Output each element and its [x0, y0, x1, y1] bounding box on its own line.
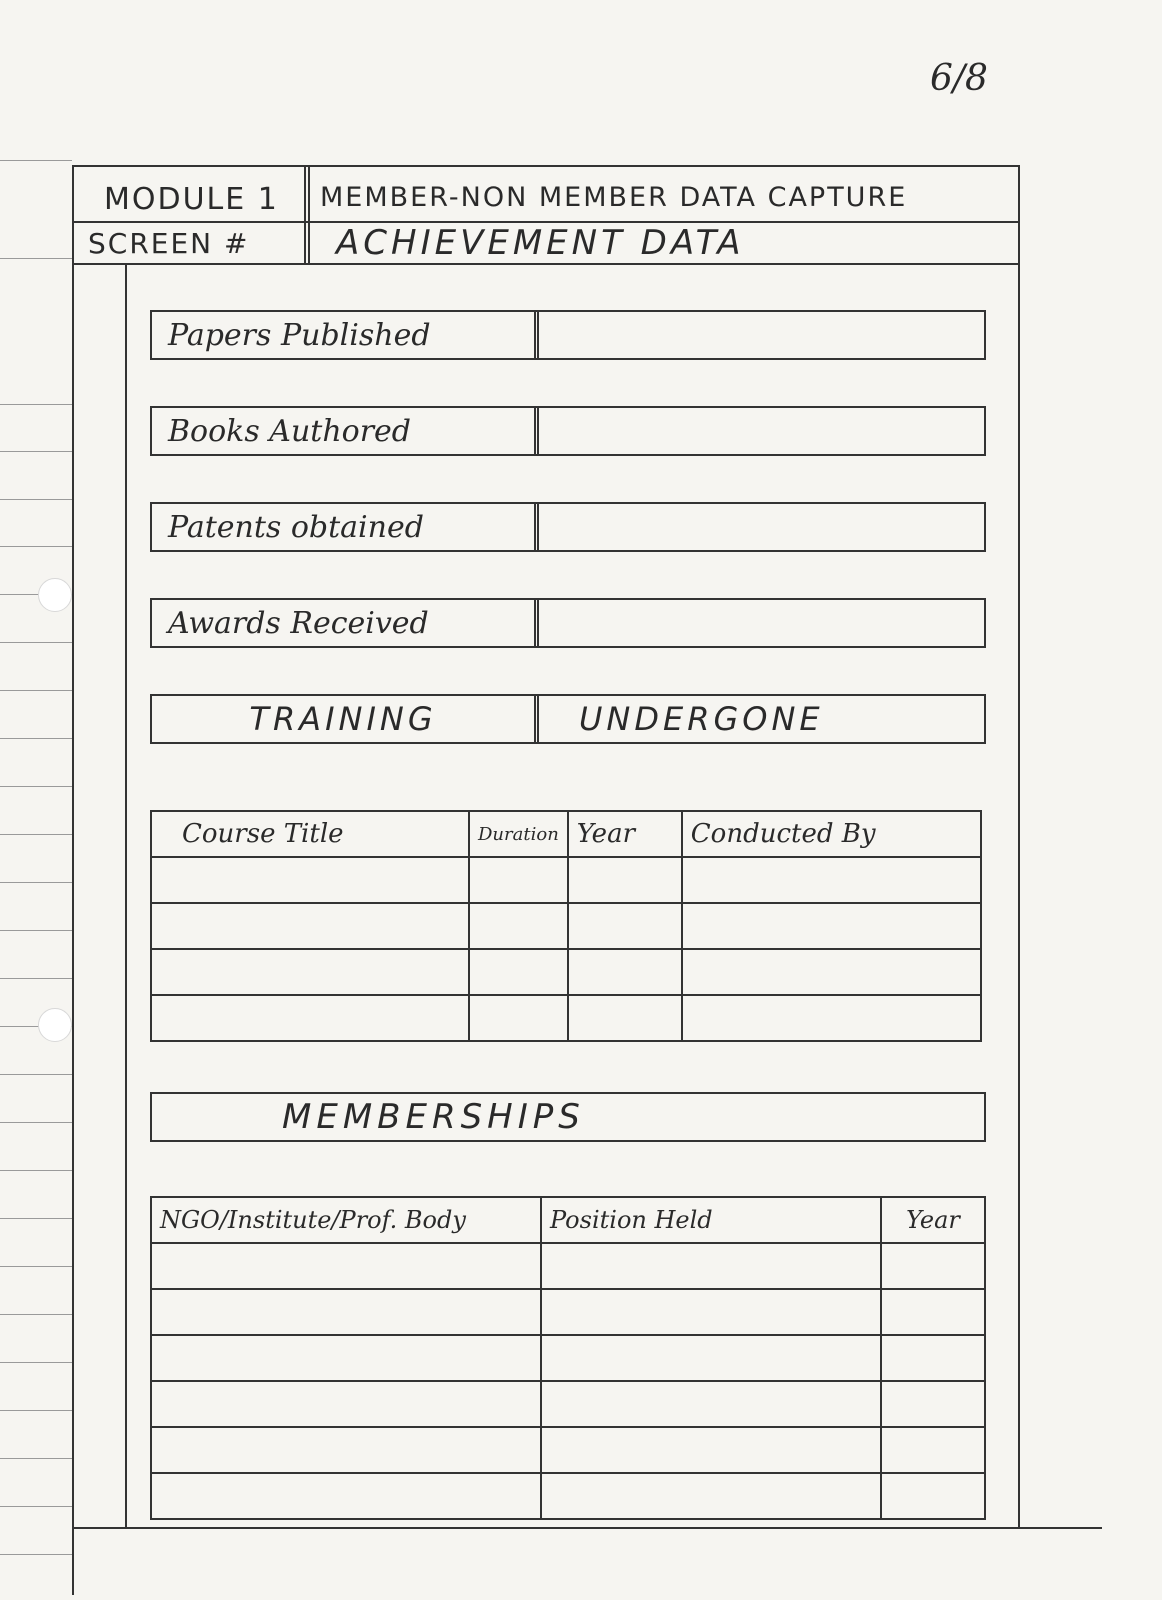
- rule-line: [0, 786, 72, 787]
- punch-hole: [38, 1008, 72, 1042]
- rule-line: [0, 1314, 72, 1315]
- table-cell[interactable]: [151, 1473, 541, 1519]
- table-cell[interactable]: [541, 1427, 881, 1473]
- table-cell[interactable]: [881, 1473, 985, 1519]
- table-cell[interactable]: [682, 857, 981, 903]
- table-header-row: [151, 811, 981, 857]
- table-row: [151, 1335, 985, 1381]
- table-cell[interactable]: [151, 1381, 541, 1427]
- table-cell[interactable]: [469, 903, 568, 949]
- field-label: Awards Received: [152, 600, 539, 646]
- table-cell[interactable]: [151, 1427, 541, 1473]
- rule-line: [0, 451, 72, 452]
- table-cell[interactable]: [568, 857, 682, 903]
- table-cell[interactable]: [541, 1335, 881, 1381]
- rule-line: [0, 499, 72, 500]
- table-cell[interactable]: [682, 995, 981, 1041]
- screen-name: ACHIEVEMENT DATA: [336, 223, 745, 263]
- table-cell[interactable]: [881, 1427, 985, 1473]
- table-cell[interactable]: [682, 949, 981, 995]
- column-header: Conducted By: [682, 811, 981, 857]
- table-cell[interactable]: [541, 1381, 881, 1427]
- table-cell[interactable]: [469, 857, 568, 903]
- table-cell[interactable]: [568, 903, 682, 949]
- table-row: [151, 1381, 985, 1427]
- table-cell[interactable]: [568, 949, 682, 995]
- training-section-header: [150, 694, 986, 744]
- rule-line: [0, 738, 72, 739]
- patents-obtained-field: [150, 502, 986, 552]
- screen-title: MEMBER-NON MEMBER DATA CAPTURE: [320, 181, 908, 213]
- table-cell[interactable]: [881, 1381, 985, 1427]
- table-row: [151, 1427, 985, 1473]
- books-authored-input[interactable]: [539, 408, 984, 454]
- table-cell[interactable]: [881, 1335, 985, 1381]
- memberships-table: [150, 1196, 986, 1520]
- header-rule: [74, 221, 1018, 223]
- column-header: Position Held: [541, 1197, 881, 1243]
- table-row: [151, 903, 981, 949]
- screen-label: SCREEN #: [88, 226, 250, 260]
- module-label: MODULE 1: [104, 181, 279, 217]
- rule-line: [0, 1218, 72, 1219]
- table-cell[interactable]: [151, 1289, 541, 1335]
- rule-line: [0, 1122, 72, 1123]
- papers-published-input[interactable]: [539, 312, 984, 358]
- memberships-section-header: [150, 1092, 986, 1142]
- rule-line: [0, 1266, 72, 1267]
- screen-header: [72, 165, 1020, 265]
- papers-published-field: [150, 310, 986, 360]
- table-row: [151, 1289, 985, 1335]
- table-cell[interactable]: [151, 857, 469, 903]
- table-cell[interactable]: [541, 1243, 881, 1289]
- rule-line: [0, 1410, 72, 1411]
- field-label: Papers Published: [152, 312, 539, 358]
- column-header: Year: [881, 1197, 985, 1243]
- table-cell[interactable]: [881, 1289, 985, 1335]
- table-cell[interactable]: [541, 1473, 881, 1519]
- table-cell[interactable]: [881, 1243, 985, 1289]
- punch-hole: [38, 578, 72, 612]
- rule-line: [0, 690, 72, 691]
- rule-line: [0, 1170, 72, 1171]
- bottom-rule: [72, 1527, 1102, 1529]
- column-header: Duration: [469, 811, 568, 857]
- table-cell[interactable]: [151, 1243, 541, 1289]
- table-row: [151, 949, 981, 995]
- rule-line: [0, 1362, 72, 1363]
- training-title-right: UNDERGONE: [579, 700, 824, 738]
- outer-margin-line: [72, 265, 74, 1595]
- training-table: [150, 810, 982, 1042]
- table-row: [151, 1243, 985, 1289]
- table-row: [151, 1473, 985, 1519]
- memberships-title: MEMBERSHIPS: [282, 1097, 585, 1137]
- rule-line: [0, 1506, 72, 1507]
- books-authored-field: [150, 406, 986, 456]
- patents-obtained-input[interactable]: [539, 504, 984, 550]
- table-row: [151, 857, 981, 903]
- rule-line: [0, 642, 72, 643]
- rule-line: [0, 1074, 72, 1075]
- field-label: Patents obtained: [152, 504, 539, 550]
- table-header-row: [151, 1197, 985, 1243]
- rule-line: [0, 834, 72, 835]
- rule-line: [0, 160, 72, 161]
- rule-line: [0, 404, 72, 405]
- column-header: NGO/Institute/Prof. Body: [151, 1197, 541, 1243]
- table-cell[interactable]: [469, 949, 568, 995]
- rule-line: [0, 978, 72, 979]
- table-cell[interactable]: [568, 995, 682, 1041]
- table-cell[interactable]: [151, 949, 469, 995]
- table-row: [151, 995, 981, 1041]
- rule-line: [0, 1554, 72, 1555]
- rule-line: [0, 930, 72, 931]
- column-header: Course Title: [151, 811, 469, 857]
- awards-received-field: [150, 598, 986, 648]
- rule-line: [0, 882, 72, 883]
- rule-line: [0, 258, 72, 259]
- table-cell[interactable]: [151, 903, 469, 949]
- table-cell[interactable]: [469, 995, 568, 1041]
- rule-line: [0, 1458, 72, 1459]
- field-label: Books Authored: [152, 408, 539, 454]
- table-cell[interactable]: [682, 903, 981, 949]
- table-cell[interactable]: [151, 1335, 541, 1381]
- awards-received-input[interactable]: [539, 600, 984, 646]
- header-divider: [304, 167, 310, 263]
- training-title: TRAINING: [152, 696, 539, 742]
- column-header: Year: [568, 811, 682, 857]
- page-number: 6/8: [930, 58, 988, 99]
- table-cell[interactable]: [151, 995, 469, 1041]
- table-cell[interactable]: [541, 1289, 881, 1335]
- rule-line: [0, 546, 72, 547]
